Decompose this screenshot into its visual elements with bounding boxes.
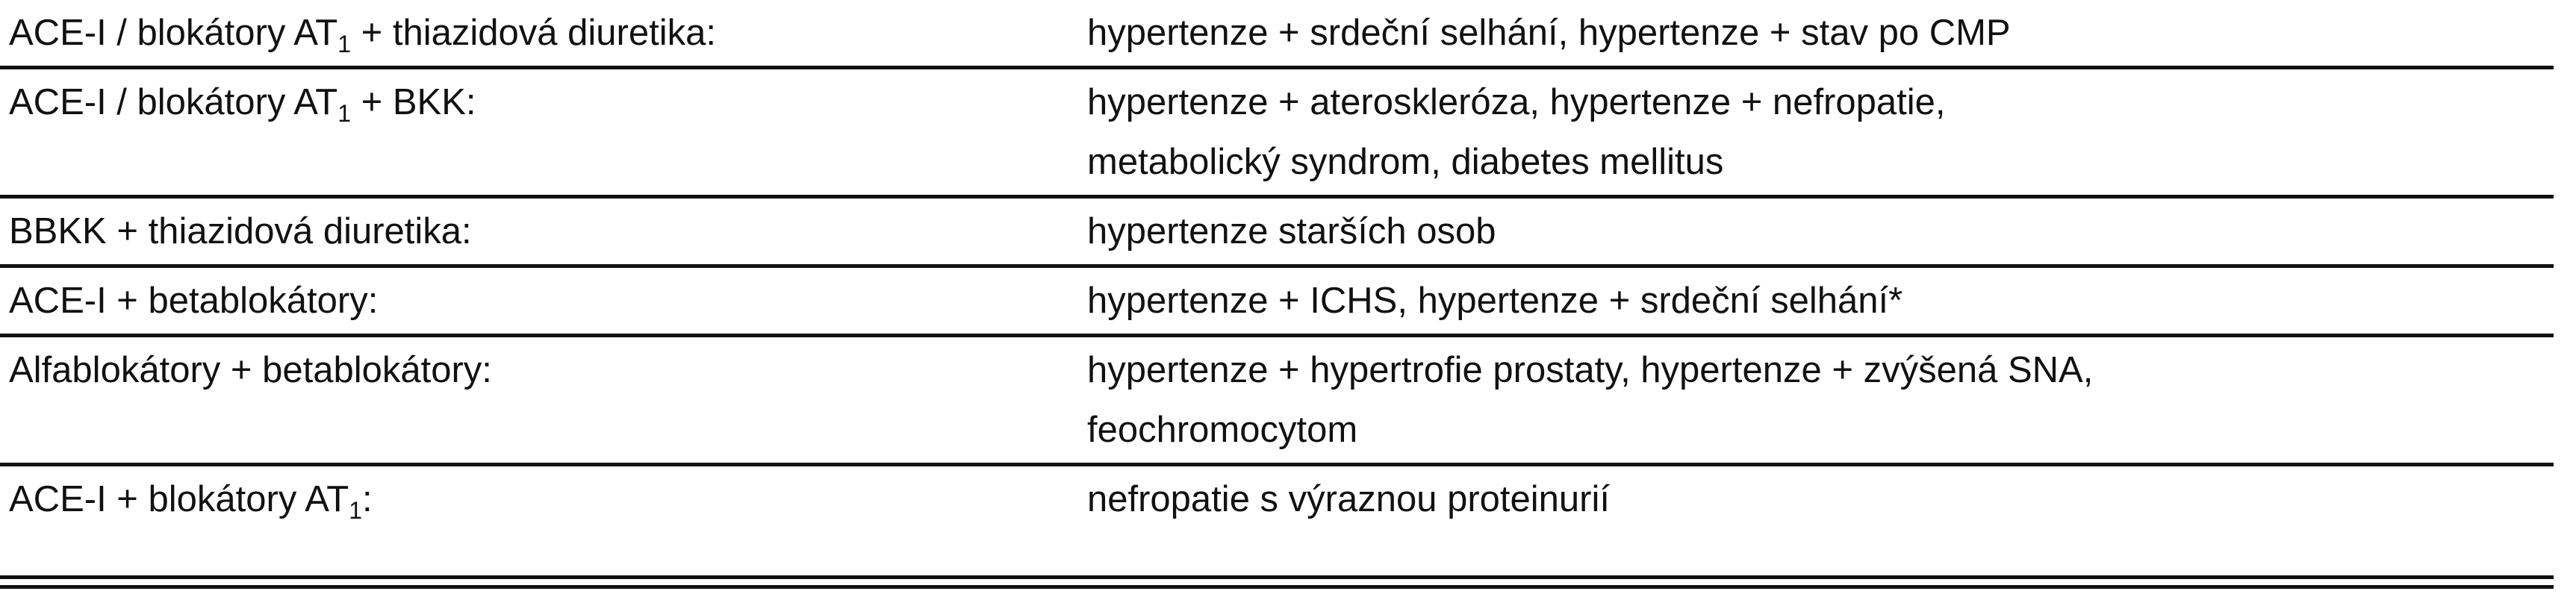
indication-cell [1077, 68, 2554, 197]
combination-text: ACE-I + betablokátory: [9, 281, 379, 321]
table-bottom-rule [0, 575, 2554, 579]
combination-cell [0, 197, 1077, 266]
table-row [0, 68, 2554, 197]
indication-cell [1077, 336, 2554, 465]
indication-line: metabolický syndrom, diabetes mellitus [1087, 142, 1724, 182]
combination-text-suffix: : [362, 479, 373, 519]
table-row [0, 197, 2554, 266]
indication-line: feochromocytom [1087, 410, 1358, 450]
combination-cell [0, 0, 1077, 68]
combination-text-suffix: + thiazidová diuretika: [351, 13, 716, 53]
indication-line: nefropatie s výraznou proteinurií [1087, 479, 1610, 519]
indication-line: hypertenze + ateroskleróza, hypertenze + nefropatie, [1087, 82, 1946, 122]
indication-line: hypertenze + srdeční selhání, hypertenze + stav po CMP [1087, 13, 2011, 53]
indication-line: hypertenze starších osob [1087, 211, 1496, 251]
combination-subscript: 1 [349, 497, 363, 524]
combination-cell [0, 68, 1077, 197]
combination-text: ACE-I / blokátory AT [9, 13, 338, 53]
table-row [0, 336, 2554, 465]
table-row [0, 266, 2554, 336]
indication-cell [1077, 465, 2554, 533]
combination-subscript: 1 [337, 100, 352, 127]
indication-cell [1077, 266, 2554, 336]
combination-text: ACE-I / blokátory AT [9, 82, 338, 122]
table-row [0, 465, 2554, 533]
combination-cell [0, 336, 1077, 465]
table-row [0, 0, 2554, 68]
indication-cell [1077, 0, 2554, 68]
combination-text: BBKK + thiazidová diuretika: [9, 211, 472, 251]
combination-subscript: 1 [337, 31, 352, 57]
combination-text: Alfablokátory + betablokátory: [9, 350, 492, 390]
combination-cell [0, 465, 1077, 533]
indication-line: hypertenze + ICHS, hypertenze + srdeční selhání* [1087, 281, 1903, 321]
indication-cell [1077, 197, 2554, 266]
table-bottom-rule-double [0, 585, 2554, 589]
combination-text: ACE-I + blokátory AT [9, 479, 349, 519]
combination-text-suffix: + BKK: [351, 82, 476, 122]
indication-line: hypertenze + hypertrofie prostaty, hypertenze + zvýšená SNA, [1087, 350, 2094, 390]
combination-cell [0, 266, 1077, 336]
